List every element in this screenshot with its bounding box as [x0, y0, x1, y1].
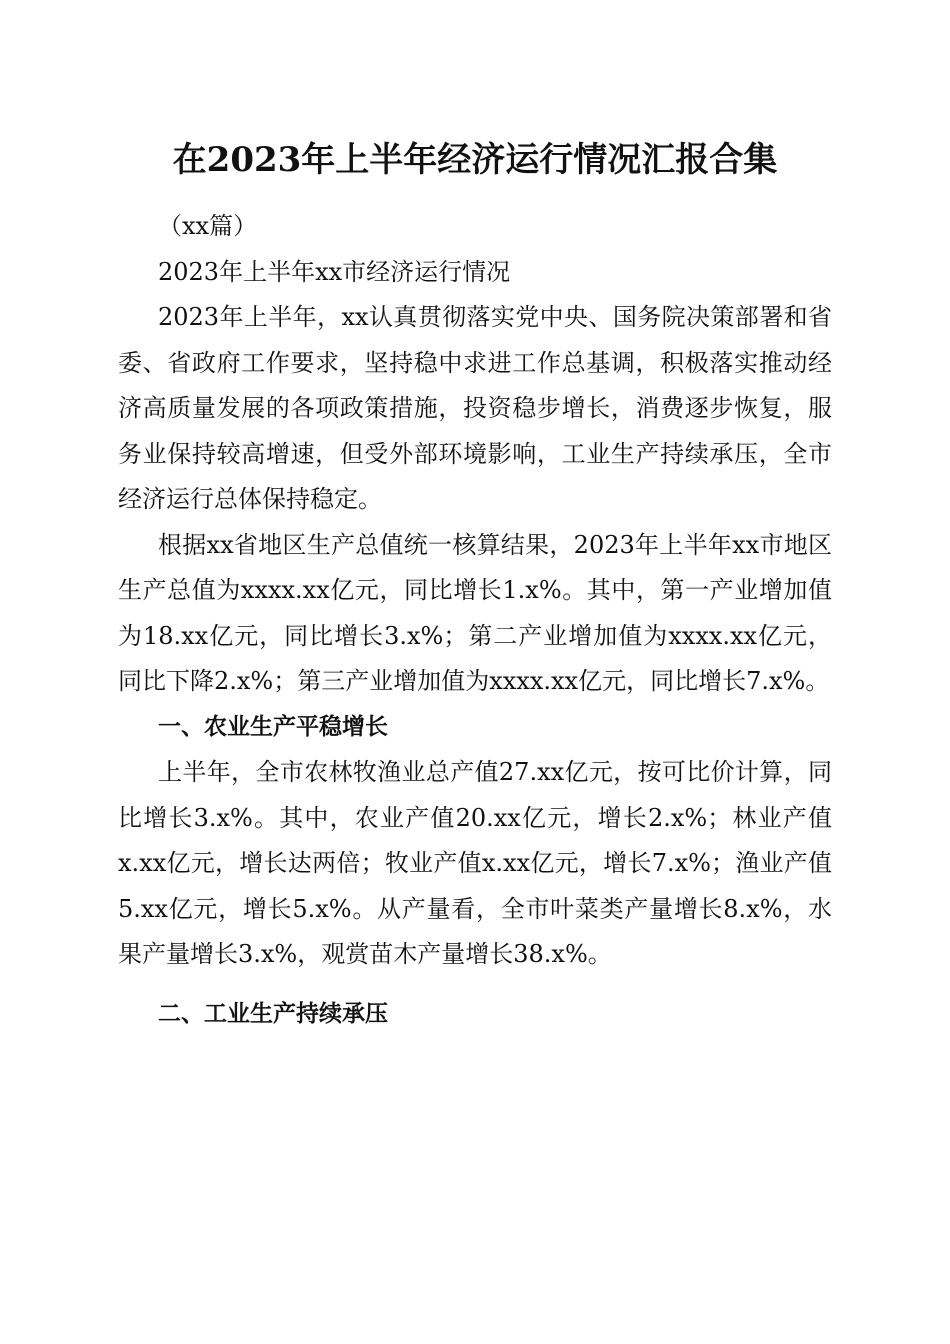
paragraph-gdp: 根据xx省地区生产总值统一核算结果，2023年上半年xx市地区生产总值为xxxx.xx亿元，同比增长1.x%。其中，第一产业增加值为18.xx亿元，同比增长3.x%；第二产业增加值为xxxx.xx亿元，同比下降2.x%；第三产业增加值为xxxx.xx亿元，同比增长7.x%。: [118, 530, 832, 695]
section-heading-industry: 二、工业生产持续承压: [158, 1000, 388, 1027]
document-title: 在2023年上半年经济运行情况汇报合集: [172, 140, 778, 180]
document-body: [118, 204, 832, 1037]
collection-note: （xx篇）: [158, 212, 258, 240]
paragraph-overview: 2023年上半年，xx认真贯彻落实党中央、国务院决策部署和省委、省政府工作要求，坚持稳中求进工作总基调，积极落实推动经济高质量发展的各项政策措施，投资稳步增长，消费逐步恢复，服务业保持较高增速，但受外部环境影响，工业生产持续承压，全市经济运行总体保持稳定。: [118, 303, 832, 513]
article-subtitle: 2023年上半年xx市经济运行情况: [158, 257, 511, 286]
section-heading-agriculture: 一、农业生产平稳增长: [158, 713, 388, 740]
paragraph-agriculture: 上半年，全市农林牧渔业总产值27.xx亿元，按可比价计算，同比增长3.x%。其中，农业产值20.xx亿元，增长2.x%；林业产值x.xx亿元，增长达两倍；牧业产值x.xx亿元，增长7.x%；渔业产值5.xx亿元，增长5.x%。从产量看，全市叶菜类产量增长8.x%，水果产量增长3.x%，观赏苗木产量增长38.x%。: [118, 758, 832, 968]
